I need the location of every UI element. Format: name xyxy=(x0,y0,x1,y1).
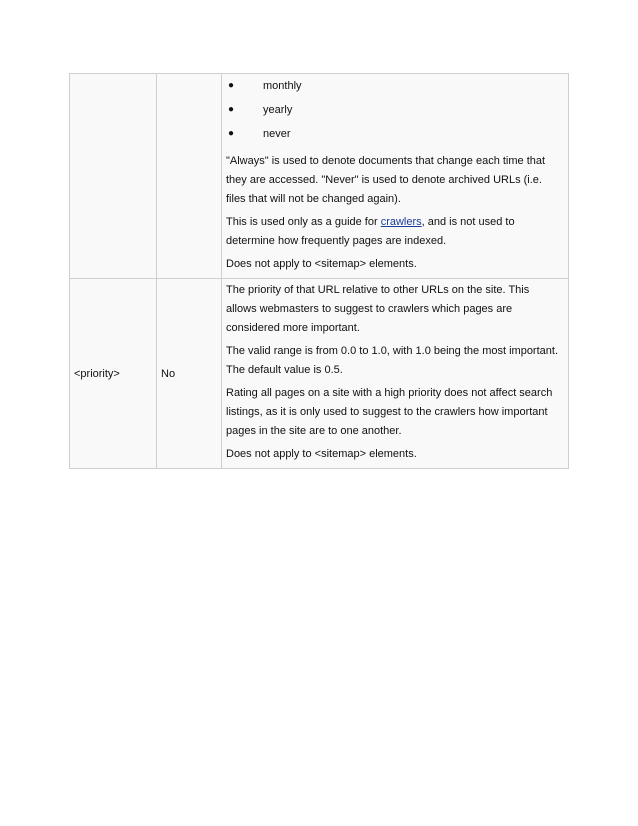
required-cell: No xyxy=(157,279,222,469)
list-item: ● yearly xyxy=(226,98,562,122)
required-cell-empty xyxy=(157,74,222,279)
frequency-values-list xyxy=(226,74,562,146)
description-cell xyxy=(222,74,569,279)
sitemap-note: Does not apply to <sitemap> elements. xyxy=(226,448,417,460)
bullet-icon: ● xyxy=(227,128,235,139)
table-row-priority xyxy=(70,279,569,469)
element-name-cell: <priority> xyxy=(70,279,157,469)
crawlers-link[interactable]: crawlers xyxy=(380,216,422,228)
description-cell xyxy=(222,279,569,469)
priority-range: The valid range is from 0.0 to 1.0, with 1.0 being the most important. The default value is 0.5. xyxy=(226,345,559,376)
always-never-description: "Always" is used to denote documents that change each time that they are accessed. "Never" is used to denote archived URLs (i.e. files that will not be changed again). xyxy=(226,155,546,205)
bullet-icon: ● xyxy=(227,80,235,91)
priority-description: The priority of that URL relative to other URLs on the site. This allows webmasters to suggest to crawlers which pages are considered more important. xyxy=(226,284,530,334)
sitemap-attributes-table xyxy=(69,73,569,469)
crawler-guide-paragraph: This is used only as a guide for crawlers, and is not used to determine how frequently pages are indexed. xyxy=(226,216,515,247)
bullet-icon: ● xyxy=(227,104,235,115)
list-item: ● monthly xyxy=(226,74,562,98)
table-row-changefreq-continued xyxy=(70,74,569,279)
priority-rating-note: Rating all pages on a site with a high priority does not affect search listings, as it is only used to suggest to the crawlers how important pages in the site are to one another. xyxy=(226,387,553,437)
sitemap-note: Does not apply to <sitemap> elements. xyxy=(226,258,417,270)
list-item: ● never xyxy=(226,122,562,146)
element-cell-empty xyxy=(70,74,157,279)
